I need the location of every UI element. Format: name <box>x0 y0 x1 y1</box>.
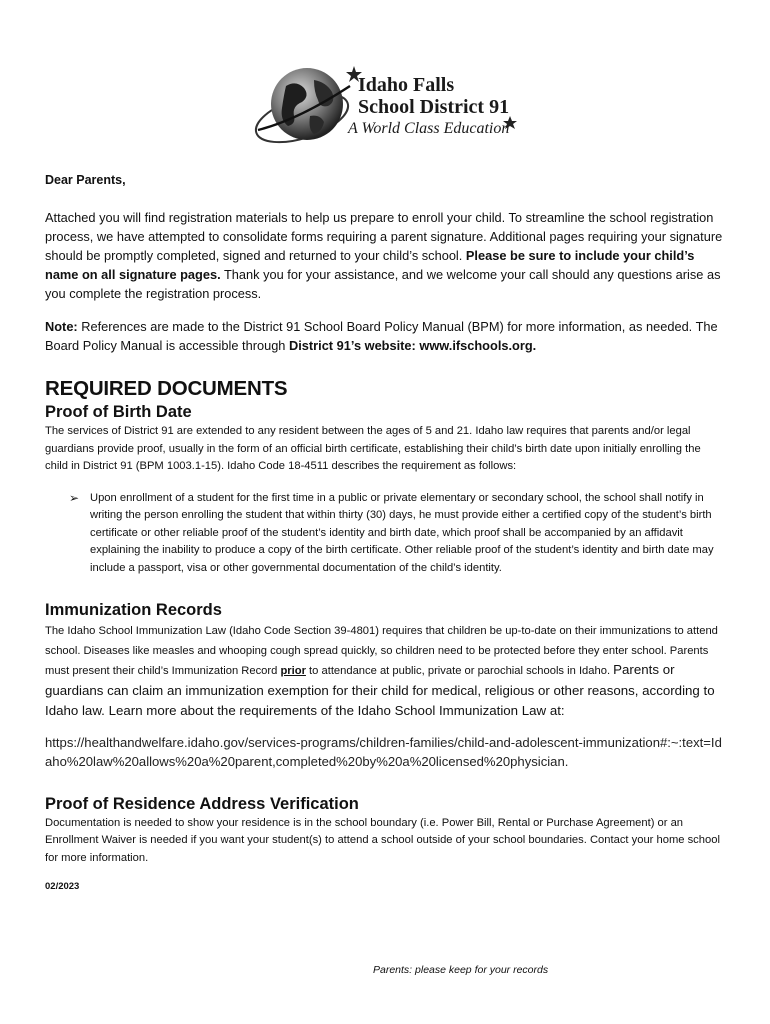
immunization-text-a: The Idaho School Immunization Law (Idaho Code Section 39-4801) requires that children be up-to-date on their immunizations to attend school. Diseases like measles and whooping cough spread quickly, so children need to be protected before they enter school. Parents must present their child’s Immunization Record <box>45 625 718 677</box>
birth-date-heading: Proof of Birth Date <box>45 403 192 421</box>
immunization-url[interactable]: https://healthandwelfare.idaho.gov/services-programs/children-families/child-and-adolescent-immunization#:~:text=Idaho%20law%20allows%20a%20parent,completed%20by%20a%20licensed%20physician. <box>45 734 722 769</box>
logo-district-name-line1: Idaho Falls <box>358 74 455 96</box>
logo-district-name-line2: School District 91 <box>358 96 510 118</box>
intro-text-b: Thank you for your assistance, and we welcome your call should any questions arise as you complete the registration process. <box>45 267 721 301</box>
immunization-text-c: Parents or guardians can claim an immunization exemption for their child for medical, religious or other reasons, according to Idaho law. Learn more about the requirements of the Idaho School Immunization Law at: <box>45 662 715 718</box>
residence-heading: Proof of Residence Address Verification <box>45 794 359 813</box>
letter-body <box>45 172 725 892</box>
revision-date: 02/2023 <box>45 881 80 892</box>
salutation: Dear Parents, <box>45 173 126 187</box>
birth-date-bullet <box>45 490 725 578</box>
birth-date-body: The services of District 91 are extended to any resident between the ages of 5 and 21. Idaho law requires that parents and/or legal guardians provide proof, usually in the form of an official birth certificate, establishing their child’s birth date upon initially enrolling the child in District 91 (BPM 1003.1-15). Idaho Code 18-4511 describes the requirement as follows: <box>45 425 701 472</box>
district-logo <box>252 60 527 156</box>
note-paragraph <box>45 317 725 355</box>
residence-body: Documentation is needed to show your residence is in the school boundary (i.e. Power Bill, Rental or Purchase Agreement) or an Enrollment Waiver is needed if you want your student(s) to attend a school outside of your school boundaries. Contact your home school for more information. <box>45 816 720 864</box>
logo-tagline: A World Class Education <box>348 120 510 137</box>
immunization-text-b: to attendance at public, private or parochial schools in Idaho. <box>305 665 614 677</box>
bullet-text: Upon enrollment of a student for the first time in a public or private elementary or secondary school, the school shall notify in writing the person enrolling the student that within thirty (30) days, he must provide either a certified copy of the student’s birth certificate or other reliable proof of the student’s identity and birth date, which proof shall be accompanied by an affidavit explaining the inability to produce a copy of the birth certificate. Other reliable proof of the student’s identity and birth date may include a passport, visa or other governmental documentation of the child’s identity. <box>90 491 714 574</box>
note-label: Note: <box>45 319 78 334</box>
note-text: References are made to the District 91 School Board Policy Manual (BPM) for more information, as needed. The Board Policy Manual is accessible through <box>45 319 718 353</box>
immunization-heading: Immunization Records <box>45 601 222 619</box>
required-documents-heading: REQUIRED DOCUMENTS <box>45 377 288 400</box>
intro-text-bold: Please be sure to include your child’s name on all signature pages. <box>45 248 695 282</box>
immunization-body <box>45 621 725 721</box>
website-reference: District 91’s website: www.ifschools.org. <box>288 338 537 353</box>
intro-text-a: Attached you will find registration materials to help us prepare to enroll your child. To streamline the school registration process, we have attempted to consolidate forms requiring a parent signature. Additional pages requiring your signature should be promptly completed, signed and returned to your child’s school. <box>45 210 723 263</box>
prior-emphasis: prior <box>280 665 306 677</box>
intro-paragraph <box>45 208 725 303</box>
footer-note: Parents: please keep for your records <box>373 964 549 976</box>
arrow-bullet-icon: ➢ <box>69 490 80 505</box>
